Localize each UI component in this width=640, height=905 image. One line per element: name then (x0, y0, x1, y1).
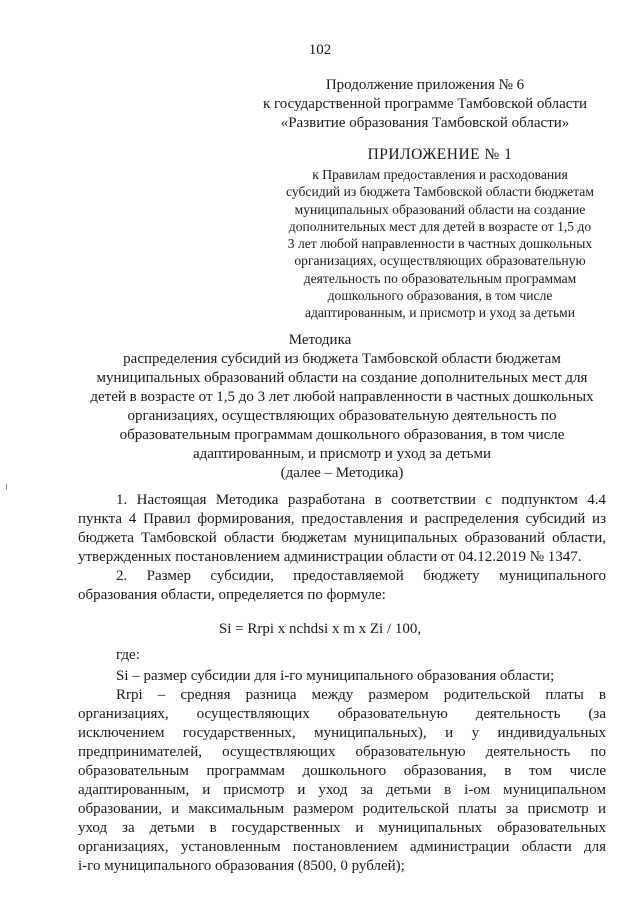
continuation-line: «Развитие образования Тамбовской области» (280, 115, 570, 131)
definition-rrpi-line: предпринимателей, осуществляющих образовательную деятельность по (78, 744, 606, 760)
paragraph-2-line: 2. Размер субсидии, предоставляемой бюджету муниципального (116, 568, 606, 584)
definition-rrpi-line: организациях, установленным постановлением администрации области для (78, 839, 606, 855)
definition-rrpi-line: адаптированным, и присмотр и уход за детьми в i-ом муниципальном (78, 782, 606, 798)
margin-mark (6, 484, 7, 490)
definition-rrpi-line: Rrpi – средняя разница между размером родительской платы в (116, 687, 606, 703)
definition-rrpi-line: уход за детьми в государственных и муниципальных образовательных (78, 820, 606, 836)
appendix-line: организациях, осуществляющих образовательную (294, 253, 586, 269)
paragraph-1-line: 1. Настоящая Методика разработана в соответствии с подпунктом 4.4 (116, 492, 606, 508)
appendix-line: субсидий из бюджета Тамбовской области бюджетам (286, 184, 594, 200)
method-line: образовательным программам дошкольного образования, в том числе (119, 427, 565, 443)
paragraph-1-line: утвержденных постановлением администрации области от 04.12.2019 № 1347. (78, 549, 582, 565)
method-line: организациях, осуществляющих образовательную деятельность по (127, 408, 557, 424)
paragraph-1-line: пункта 4 Правил формирования, предоставления и распределения субсидий из (78, 511, 606, 527)
definition-rrpi-line: образовании, и максимальным размером родительской платы за присмотр и (78, 801, 606, 817)
method-line: муниципальных образований области на создание дополнительных мест для (96, 370, 588, 386)
appendix-line: муниципальных образований области на создание (294, 201, 586, 217)
appendix-line: деятельность по образовательным программам (303, 270, 577, 286)
continuation-line: Продолжение приложения № 6 (325, 77, 525, 93)
appendix-line: дошкольного образования, в том числе (327, 288, 553, 304)
paragraph-2-line: образования области, определяется по формуле: (78, 587, 386, 603)
continuation-line: к государственной программе Тамбовской области (262, 96, 588, 112)
method-line: распределения субсидий из бюджета Тамбовской области бюджетам (123, 351, 561, 367)
appendix-subtitle (270, 166, 610, 322)
appendix-line: дополнительных мест для детей в возрасте от 1,5 до (288, 218, 592, 234)
page-number: 102 (308, 42, 332, 58)
continuation-header (250, 76, 600, 133)
method-title: Методика (288, 332, 352, 348)
definition-rrpi-line: исключением государственных, муниципальных), и у индивидуальных (78, 725, 606, 741)
definition-rrpi-line: организациях, осуществляющих образовательную деятельность (за (78, 706, 606, 722)
definition-rrpi-line: i-го муниципального образования (8500, 0 рублей); (78, 858, 405, 874)
paragraph-1-line: бюджета Тамбовской области бюджетам муниципальных образований области, (78, 530, 606, 546)
method-line: детей в возрасте от 1,5 до 3 лет любой направленности в частных дошкольных (90, 389, 594, 405)
appendix-line: к Правилам предоставления и расходования (312, 167, 568, 182)
appendix-line: адаптированным, и присмотр и уход за детьми (304, 305, 576, 321)
where-label: где: (116, 647, 140, 663)
method-line: (далее – Методика) (280, 465, 404, 481)
definition-rrpi-line: образовательным программам дошкольного образования, в том числе (78, 763, 606, 779)
formula: Si = Rrpi x nchdsi x m x Zi / 100, (218, 621, 422, 637)
definition-si: Si – размер субсидии для i-го муниципального образования области; (116, 668, 555, 684)
appendix-line: 3 лет любой направленности в частных дошкольных (287, 236, 593, 252)
method-subtitle (78, 350, 606, 483)
appendix-title: ПРИЛОЖЕНИЕ № 1 (367, 146, 513, 163)
method-line: адаптированным, и присмотр и уход за детьми (193, 446, 491, 462)
